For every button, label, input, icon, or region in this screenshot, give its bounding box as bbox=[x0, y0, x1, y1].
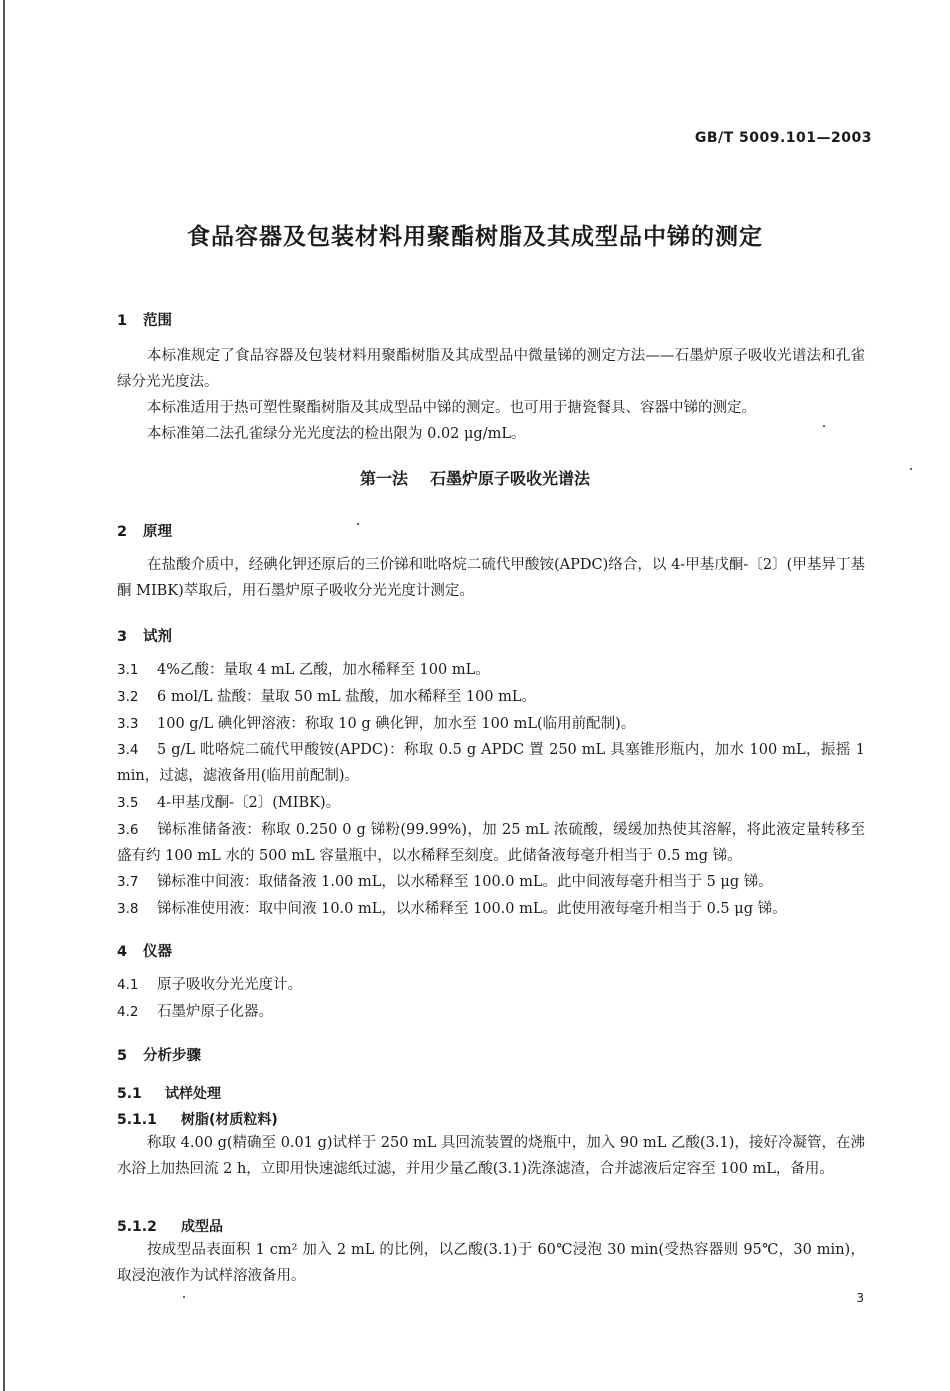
scope-paragraph-1: 本标准规定了食品容器及包装材料用聚酯树脂及其成型品中微量锑的测定方法——石墨炉原子吸收光谱法和孔雀绿分光光度法。 bbox=[117, 348, 865, 390]
standard-number: GB/T 5009.101—2003 bbox=[694, 130, 872, 146]
section-title: 分析步骤 bbox=[143, 1048, 201, 1064]
method-label: 第一法 bbox=[359, 469, 408, 488]
scan-speck bbox=[183, 1296, 185, 1298]
scan-edge-line bbox=[3, 0, 5, 1391]
subsection-heading-sample-treatment: 5.1 试样处理 bbox=[117, 1086, 221, 1102]
resin-paragraph: 称取 4.00 g(精确至 0.01 g)试样于 250 mL 具回流装置的烧瓶中，加入 90 mL 乙酸(3.1)，接好冷凝管，在沸水浴上加热回流 2 h，立即用快速滤纸过滤，并用少量乙酸(3.1)洗涤滤渣，合并滤液后定容至 100 mL，备用。 bbox=[117, 1135, 865, 1177]
scan-speck bbox=[823, 425, 825, 427]
method-one-title bbox=[0, 466, 950, 489]
section-number: 4 bbox=[117, 944, 128, 960]
principle-paragraph: 在盐酸介质中，经碘化钾还原后的三价锑和吡咯烷二硫代甲酸铵(APDC)络合，以 4-甲基戊酮-〔2〕(甲基异丁基酮 MIBK)萃取后，用石墨炉原子吸收分光光度计测定。 bbox=[117, 557, 865, 599]
reagent-item: 3.4 5 g/L 吡咯烷二硫代甲酸铵(APDC)：称取 0.5 g APDC 置 250 mL 具塞锥形瓶内，加水 100 mL，振摇 1 min，过滤，滤液备用(临用前配制)。 bbox=[117, 742, 865, 784]
molded-product-paragraph: 按成型品表面积 1 cm² 加入 2 mL 的比例，以乙酸(3.1)于 60℃浸泡 30 min(受热容器则 95℃，30 min)，取浸泡液作为试样溶液备用。 bbox=[117, 1242, 865, 1284]
section-heading-principle bbox=[117, 520, 172, 541]
subsection-heading-molded-product: 5.1.2 成型品 bbox=[117, 1219, 223, 1235]
section-title: 原理 bbox=[143, 524, 172, 540]
scope-paragraph-2: 本标准适用于热可塑性聚酯树脂及其成型品中锑的测定。也可用于搪瓷餐具、容器中锑的测定。 bbox=[147, 400, 756, 416]
section-number: 1 bbox=[117, 313, 128, 329]
reagent-item: 3.8 锑标准使用液：取中间液 10.0 mL，以水稀释至 100.0 mL。此使用液每毫升相当于 0.5 μg 锑。 bbox=[117, 901, 787, 917]
reagent-item: 3.3 100 g/L 碘化钾溶液：称取 10 g 碘化钾，加水至 100 mL(临用前配制)。 bbox=[117, 716, 636, 732]
reagent-item: 3.7 锑标准中间液：取储备液 1.00 mL，以水稀释至 100.0 mL。此中间液每毫升相当于 5 μg 锑。 bbox=[117, 874, 773, 890]
subsection-heading-resin: 5.1.1 树脂(材质粒料) bbox=[117, 1112, 278, 1128]
reagent-item: 3.1 4%乙酸：量取 4 mL 乙酸，加水稀释至 100 mL。 bbox=[117, 662, 490, 678]
section-number: 3 bbox=[117, 629, 128, 645]
scan-speck bbox=[357, 523, 359, 525]
section-number: 5 bbox=[117, 1048, 128, 1064]
section-title: 试剂 bbox=[143, 629, 172, 645]
instrument-item: 4.2 石墨炉原子化器。 bbox=[117, 1004, 273, 1020]
section-heading-scope bbox=[117, 309, 172, 330]
reagent-item: 3.5 4-甲基戊酮-〔2〕(MIBK)。 bbox=[117, 795, 341, 811]
document-title: 食品容器及包装材料用聚酯树脂及其成型品中锑的测定 bbox=[187, 224, 763, 250]
scan-speck bbox=[910, 468, 912, 470]
section-title: 范围 bbox=[143, 313, 172, 329]
instrument-item: 4.1 原子吸收分光光度计。 bbox=[117, 977, 302, 993]
page-number: 3 bbox=[856, 1291, 864, 1305]
section-number: 2 bbox=[117, 524, 128, 540]
section-heading-procedure bbox=[117, 1044, 201, 1065]
reagent-item: 3.6 锑标准储备液：称取 0.250 0 g 锑粉(99.99%)，加 25 mL 浓硫酸，缓缓加热使其溶解，将此液定量转移至盛有约 100 mL 水的 500 mL 容量瓶中，以水稀释至刻度。此储备液每毫升相当于 0.5 mg 锑。 bbox=[117, 822, 865, 864]
section-heading-instruments bbox=[117, 940, 172, 961]
section-title: 仪器 bbox=[143, 944, 172, 960]
method-name: 石墨炉原子吸收光谱法 bbox=[430, 469, 591, 488]
section-heading-reagents bbox=[117, 625, 172, 646]
reagent-item: 3.2 6 mol/L 盐酸：量取 50 mL 盐酸，加水稀释至 100 mL。 bbox=[117, 689, 537, 705]
scope-paragraph-3: 本标准第二法孔雀绿分光光度法的检出限为 0.02 μg/mL。 bbox=[147, 426, 526, 442]
